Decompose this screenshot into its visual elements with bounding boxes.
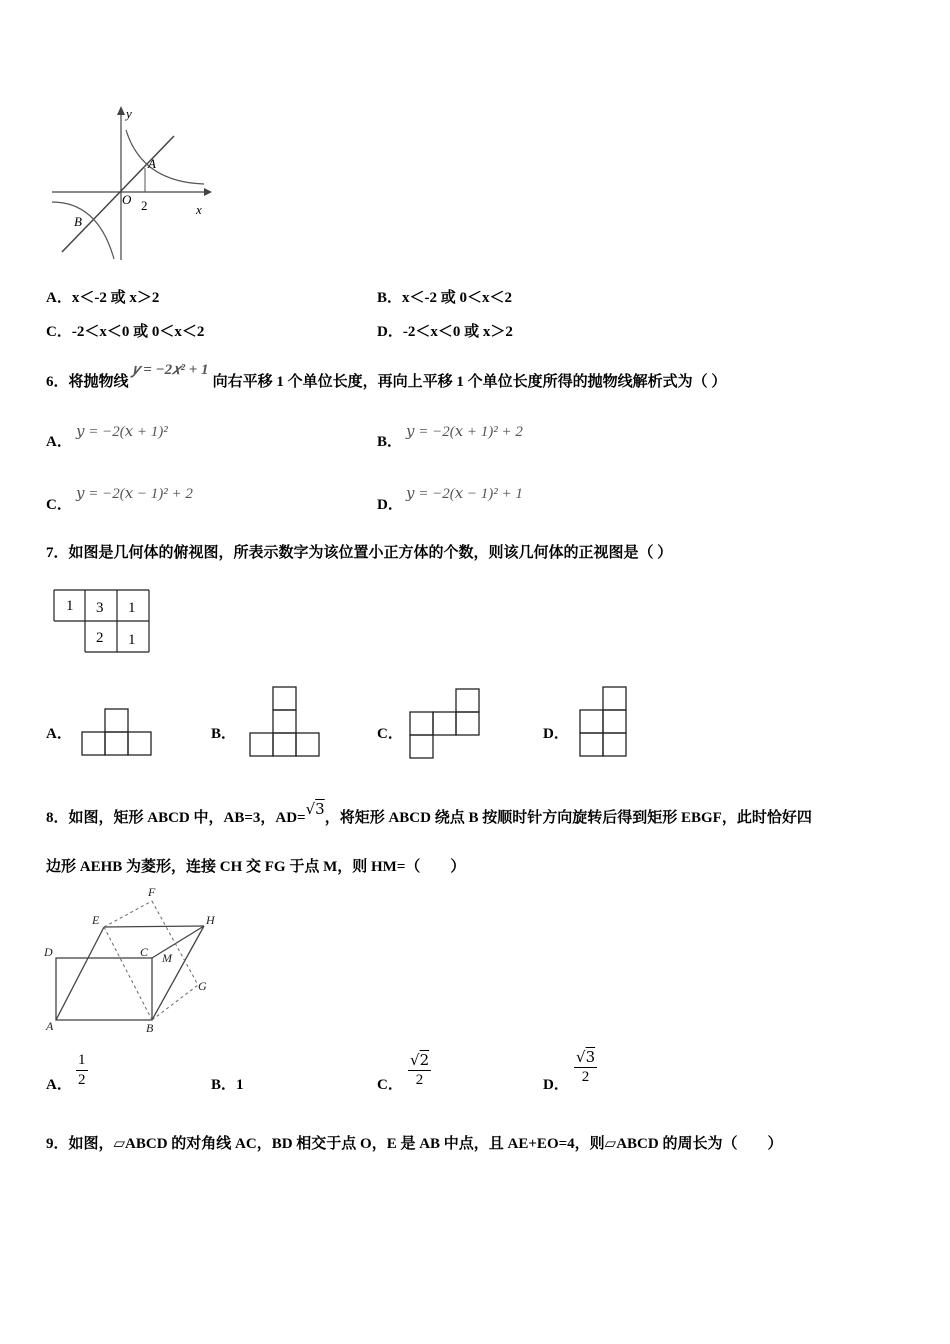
option-text: x＜-2 或 0＜x＜2 <box>402 290 513 306</box>
grid-cell-value: 3 <box>96 600 104 616</box>
q6-option-c-formula: 𝑦 = −2(𝑥 − 1)² + 2 <box>76 486 193 502</box>
q6-option-d-formula: 𝑦 = −2(𝑥 − 1)² + 1 <box>406 486 523 502</box>
q8-prefix: 8．如图，矩形 ABCD 中，AB=3，AD= <box>46 810 306 826</box>
option-text: 1 <box>236 1077 244 1093</box>
q6-option-b-formula: 𝑦 = −2(𝑥 + 1)² + 2 <box>406 424 523 440</box>
option-letter: C． <box>46 324 72 340</box>
q7-option-b[interactable]: B． <box>211 726 237 742</box>
q7-option-b-figure <box>248 684 324 760</box>
x-axis-arrow-icon <box>204 188 212 196</box>
numerator: √3 <box>576 1048 596 1066</box>
q6-prefix: 6．将抛物线 <box>46 374 129 390</box>
point-a-label: A <box>148 156 156 171</box>
radicand: 3 <box>585 1048 596 1066</box>
q7-option-c[interactable]: C． <box>377 726 403 742</box>
q7-stem: 7．如图是几何体的俯视图，所表示数字为该位置小正方体的个数，则该几何体的正视图是（ ） <box>46 545 673 561</box>
radicand: 3 <box>315 800 325 818</box>
grid-cell-value: 1 <box>128 632 136 648</box>
q7-option-d-figure <box>578 684 634 760</box>
denominator: 2 <box>415 1072 424 1088</box>
hyperbola-branch-1 <box>126 130 204 184</box>
option-letter: B． <box>377 434 403 450</box>
q8-sqrt3: √3 <box>305 800 325 818</box>
option-letter: C． <box>46 497 72 513</box>
option-text: -2＜x＜0 或 x＞2 <box>402 324 513 340</box>
point-m-label: M <box>162 951 172 965</box>
q6-option-a-formula: 𝑦 = −2(𝑥 + 1)² <box>76 424 168 440</box>
point-f-label: F <box>148 885 156 899</box>
q6-option-a[interactable] <box>46 430 72 451</box>
option-letter: B． <box>211 1077 237 1093</box>
q8-option-d-fraction <box>574 1050 597 1085</box>
grid-cell-value: 2 <box>96 630 104 646</box>
q8-option-c[interactable]: C． <box>377 1077 403 1093</box>
option-letter: A． <box>46 434 72 450</box>
numerator: √2 <box>410 1051 430 1069</box>
point-c-label: C <box>140 945 149 959</box>
q7-option-c-figure <box>408 686 484 762</box>
point-b-label: B <box>74 214 82 229</box>
q6-option-d[interactable] <box>377 493 403 514</box>
tick-2-label: 2 <box>141 198 148 213</box>
q8-option-a-fraction <box>76 1053 88 1088</box>
q6-option-b[interactable] <box>377 430 402 451</box>
denominator: 2 <box>581 1069 590 1085</box>
point-b-label: B <box>146 1021 154 1035</box>
origin-label: O <box>122 192 132 207</box>
q8-option-c-fraction <box>408 1053 431 1088</box>
q5-option-a[interactable] <box>46 286 159 307</box>
q6-stem <box>46 362 727 391</box>
grid-cell-value: 1 <box>66 598 74 614</box>
option-text: x＜-2 或 x＞2 <box>71 290 160 306</box>
q6-option-c[interactable] <box>46 493 72 514</box>
q5-option-b[interactable] <box>377 286 512 307</box>
q7-top-view-grid <box>52 588 154 658</box>
option-letter: A． <box>46 290 72 306</box>
q8-figure <box>40 884 230 1036</box>
point-h-label: H <box>206 913 215 927</box>
radicand: 2 <box>419 1051 430 1069</box>
q9-stem: 9．如图，▱ABCD 的对角线 AC，BD 相交于点 O，E 是 AB 中点，且 AE+EO=4，则▱ABCD 的周长为（ ） <box>46 1136 783 1152</box>
q6-formula: 𝑦 = −2𝑥² + 1 <box>132 362 209 378</box>
q7-option-a[interactable]: A． <box>46 726 72 742</box>
point-g-label: G <box>198 979 207 993</box>
q8-option-b[interactable] <box>211 1073 244 1094</box>
denominator: 2 <box>78 1072 86 1088</box>
option-letter: B． <box>377 290 403 306</box>
q7-option-d[interactable]: D． <box>543 726 569 742</box>
y-axis-label: y <box>126 106 132 121</box>
x-axis-label: x <box>196 202 202 217</box>
q7-option-a-figure <box>80 706 156 758</box>
y-axis-arrow-icon <box>117 106 125 115</box>
q5-graph <box>44 102 214 264</box>
q8-stem-line1 <box>46 800 812 827</box>
q5-option-c[interactable] <box>46 320 204 341</box>
line-y-equals-x <box>62 136 174 252</box>
option-text: -2＜x＜0 或 0＜x＜2 <box>71 324 205 340</box>
option-letter: D． <box>377 324 403 340</box>
numerator: 1 <box>76 1053 88 1071</box>
q5-option-d[interactable] <box>377 320 513 341</box>
grid-cell-value: 1 <box>128 600 136 616</box>
option-letter: D． <box>377 497 403 513</box>
q8-stem-line2: 边形 AEHB 为菱形，连接 CH 交 FG 于点 M，则 HM=（ ） <box>46 859 466 875</box>
point-e-label: E <box>92 913 100 927</box>
q6-suffix: 向右平移 1 个单位长度，再向上平移 1 个单位长度所得的抛物线解析式为（ ） <box>212 374 727 390</box>
point-a-label: A <box>46 1019 54 1033</box>
point-d-label: D <box>44 945 53 959</box>
q8-option-d[interactable]: D． <box>543 1077 569 1093</box>
q8-suffix: ，将矩形 ABCD 绕点 B 按顺时针方向旋转后得到矩形 EBGF，此时恰好四 <box>324 810 812 826</box>
q8-option-a[interactable]: A． <box>46 1077 72 1093</box>
